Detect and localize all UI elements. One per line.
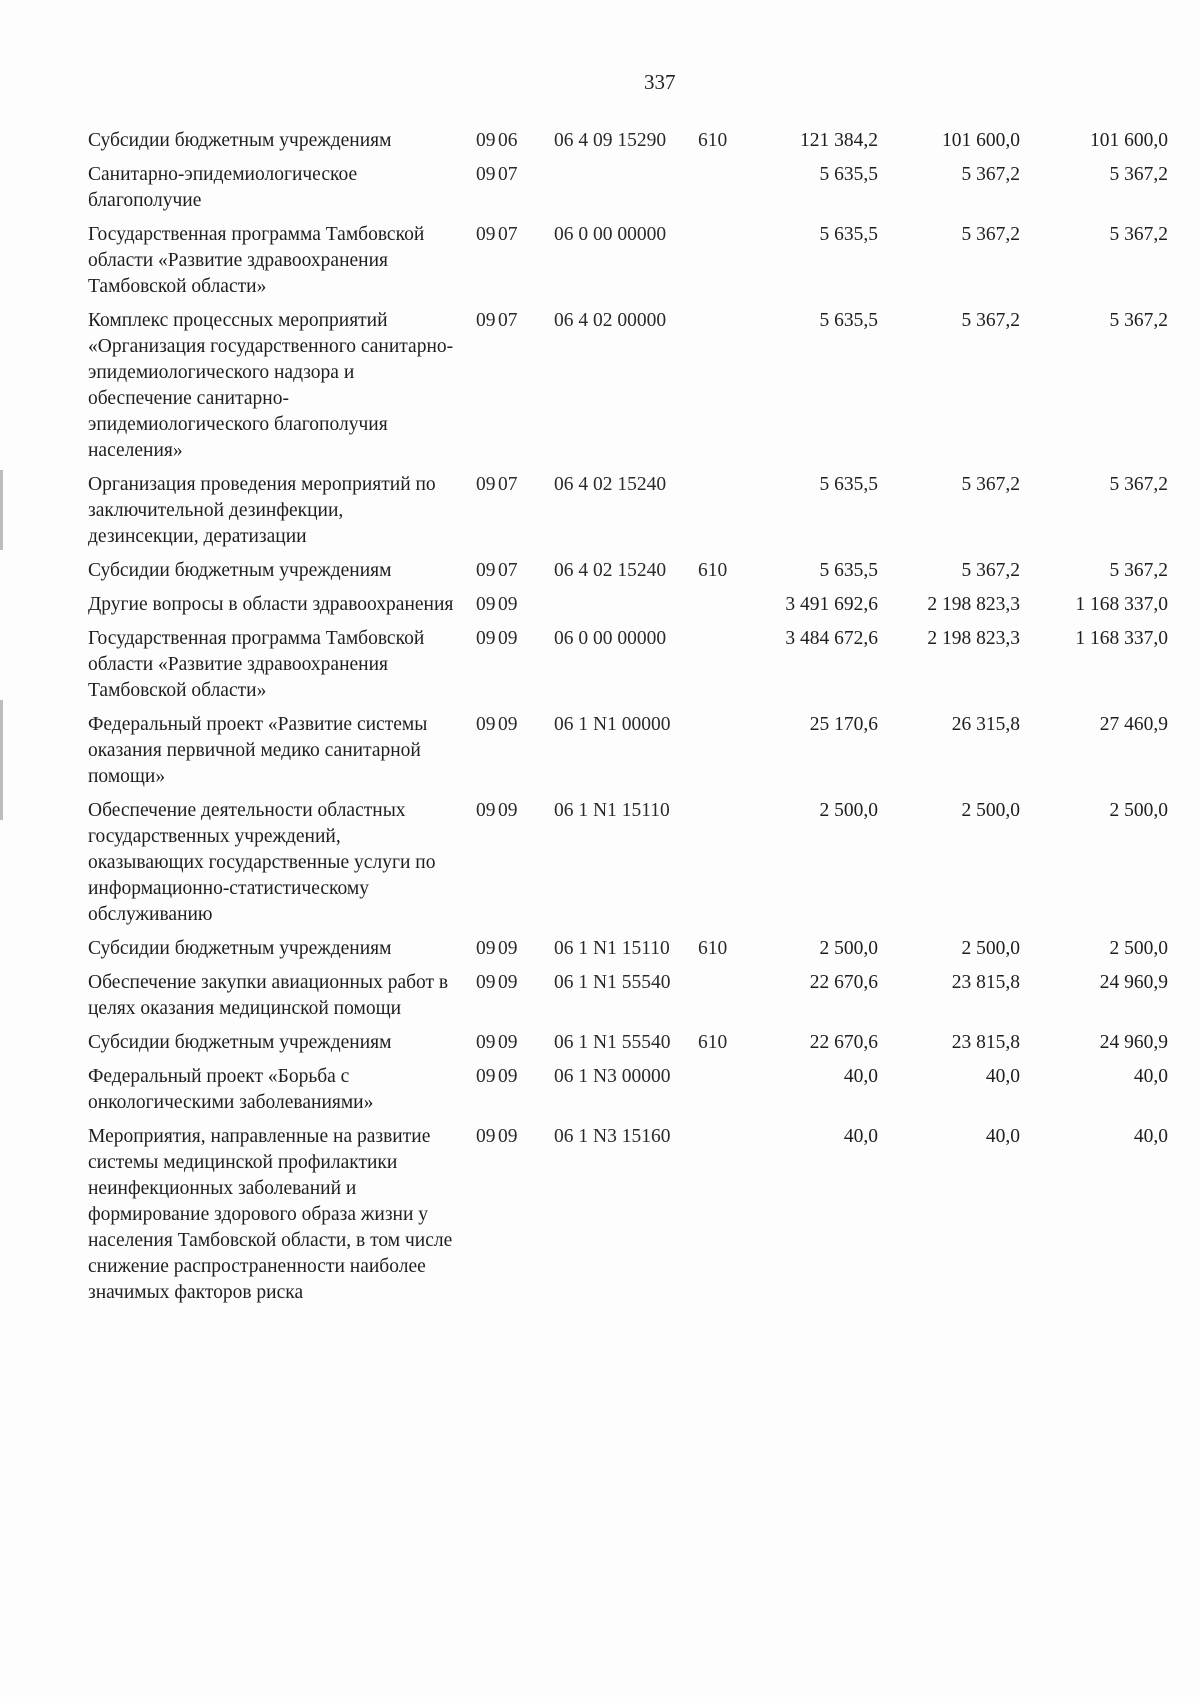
expense-type-code <box>680 798 730 936</box>
amount-year-2: 23 815,8 <box>951 972 1020 993</box>
amount-year-1: 3 484 672,6 <box>785 628 878 649</box>
amount-year-2: 101 600,0 <box>942 130 1020 151</box>
row-name: Субсидии бюджетным учреждениям <box>88 560 392 581</box>
amount-year-3: 40,0 <box>1133 1066 1168 1087</box>
section-code: 09 <box>476 938 496 959</box>
section-code: 09 <box>476 310 496 331</box>
section-code: 09 <box>476 224 496 245</box>
table-row <box>88 162 1168 222</box>
amount-year-2: 5 367,2 <box>961 224 1020 245</box>
section-code: 09 <box>476 714 496 735</box>
row-name: Обеспечение закупки авиационных работ в целях оказания медицинской помощи <box>88 972 449 1019</box>
amount-year-2: 5 367,2 <box>961 560 1020 581</box>
subsection-code: 06 <box>498 130 518 151</box>
subsection-code: 09 <box>498 594 518 615</box>
table-row <box>88 222 1168 308</box>
subsection-code: 09 <box>498 628 518 649</box>
amount-year-2: 5 367,2 <box>961 474 1020 495</box>
section-code: 09 <box>476 560 496 581</box>
subsection-code: 09 <box>498 1126 518 1147</box>
target-article-code: 06 1 N3 00000 <box>554 1066 671 1087</box>
subsection-code: 07 <box>498 224 518 245</box>
amount-year-1: 5 635,5 <box>819 224 878 245</box>
table-row <box>88 626 1168 712</box>
table-row <box>88 308 1168 472</box>
row-name: Организация проведения мероприятий по заключительной дезинфекции, дезинсекции, дератизации <box>88 474 436 547</box>
expense-type-code: 610 <box>698 560 728 581</box>
target-article-code <box>534 592 680 626</box>
subsection-code: 09 <box>498 972 518 993</box>
amount-year-1: 22 670,6 <box>809 1032 878 1053</box>
target-article-code: 06 1 N3 15160 <box>554 1126 671 1147</box>
table-row <box>88 798 1168 936</box>
target-article-code: 06 4 02 00000 <box>554 310 667 331</box>
subsection-code: 07 <box>498 310 518 331</box>
target-article-code: 06 4 09 15290 <box>554 130 667 151</box>
subsection-code: 07 <box>498 474 518 495</box>
amount-year-1: 5 635,5 <box>819 560 878 581</box>
amount-year-3: 101 600,0 <box>1090 130 1168 151</box>
amount-year-3: 2 500,0 <box>1109 800 1168 821</box>
amount-year-3: 24 960,9 <box>1099 1032 1168 1053</box>
amount-year-3: 5 367,2 <box>1109 224 1168 245</box>
subsection-code: 09 <box>498 714 518 735</box>
target-article-code <box>534 162 680 222</box>
row-name: Мероприятия, направленные на развитие системы медицинской профилактики неинфекционных заболеваний и формирование здорового образа жизни у населения Тамбовской области, в том числе снижение распространенности наиболее значимых факторов риска <box>88 1126 453 1303</box>
amount-year-1: 40,0 <box>843 1126 878 1147</box>
table-row <box>88 128 1168 162</box>
table-row <box>88 472 1168 558</box>
row-name: Субсидии бюджетным учреждениям <box>88 938 392 959</box>
expense-type-code: 610 <box>698 130 728 151</box>
amount-year-2: 26 315,8 <box>951 714 1020 735</box>
row-name: Другие вопросы в области здравоохранения <box>88 594 454 615</box>
expense-type-code <box>680 626 730 712</box>
expense-type-code: 610 <box>698 938 728 959</box>
table-row <box>88 592 1168 626</box>
subsection-code: 09 <box>498 1032 518 1053</box>
section-code: 09 <box>476 1126 496 1147</box>
amount-year-1: 121 384,2 <box>800 130 878 151</box>
target-article-code: 06 4 02 15240 <box>554 560 667 581</box>
row-name: Субсидии бюджетным учреждениям <box>88 130 392 151</box>
table-row <box>88 1030 1168 1064</box>
section-code: 09 <box>476 1032 496 1053</box>
subsection-code: 09 <box>498 800 518 821</box>
page-number: 337 <box>644 70 676 94</box>
amount-year-3: 2 500,0 <box>1109 938 1168 959</box>
target-article-code: 06 1 N1 55540 <box>554 1032 671 1053</box>
target-article-code: 06 4 02 15240 <box>554 474 667 495</box>
row-name: Обеспечение деятельности областных государственных учреждений, оказывающих государственные услуги по информационно-статистическому обслуживанию <box>88 800 436 925</box>
section-code: 09 <box>476 130 496 151</box>
subsection-code: 07 <box>498 164 518 185</box>
amount-year-2: 5 367,2 <box>961 310 1020 331</box>
budget-table <box>88 128 1168 1314</box>
table-row <box>88 1064 1168 1124</box>
amount-year-3: 27 460,9 <box>1099 714 1168 735</box>
target-article-code: 06 1 N1 55540 <box>554 972 671 993</box>
amount-year-1: 40,0 <box>843 1066 878 1087</box>
row-name: Государственная программа Тамбовской области «Развитие здравоохранения Тамбовской области» <box>88 628 425 701</box>
row-name: Субсидии бюджетным учреждениям <box>88 1032 392 1053</box>
section-code: 09 <box>476 594 496 615</box>
amount-year-3: 40,0 <box>1133 1126 1168 1147</box>
scan-artifact <box>0 470 3 550</box>
row-name: Государственная программа Тамбовской области «Развитие здравоохранения Тамбовской области» <box>88 224 425 297</box>
amount-year-2: 2 198 823,3 <box>927 594 1020 615</box>
amount-year-1: 2 500,0 <box>819 800 878 821</box>
row-name: Федеральный проект «Борьба с онкологическими заболеваниями» <box>88 1066 374 1113</box>
section-code: 09 <box>476 164 496 185</box>
section-code: 09 <box>476 474 496 495</box>
target-article-code: 06 0 00 00000 <box>554 628 667 649</box>
expense-type-code <box>680 592 730 626</box>
expense-type-code <box>680 222 730 308</box>
amount-year-3: 1 168 337,0 <box>1075 594 1168 615</box>
expense-type-code <box>680 308 730 472</box>
target-article-code: 06 1 N1 15110 <box>554 800 670 821</box>
amount-year-3: 5 367,2 <box>1109 474 1168 495</box>
table-row <box>88 712 1168 798</box>
target-article-code: 06 1 N1 15110 <box>554 938 670 959</box>
amount-year-3: 5 367,2 <box>1109 310 1168 331</box>
target-article-code: 06 1 N1 00000 <box>554 714 671 735</box>
row-name: Комплекс процессных мероприятий «Организация государственного санитарно-эпидемиологического надзора и обеспечение санитарно-эпидемиологического благополучия населения» <box>88 310 454 461</box>
expense-type-code: 610 <box>698 1032 728 1053</box>
amount-year-2: 2 500,0 <box>961 800 1020 821</box>
expense-type-code <box>680 472 730 558</box>
amount-year-1: 3 491 692,6 <box>785 594 878 615</box>
amount-year-3: 24 960,9 <box>1099 972 1168 993</box>
amount-year-1: 22 670,6 <box>809 972 878 993</box>
row-name: Санитарно-эпидемиологическое благополучие <box>88 164 358 211</box>
amount-year-2: 5 367,2 <box>961 164 1020 185</box>
amount-year-1: 25 170,6 <box>809 714 878 735</box>
table-row <box>88 1124 1168 1314</box>
amount-year-1: 5 635,5 <box>819 310 878 331</box>
expense-type-code <box>680 1124 730 1314</box>
section-code: 09 <box>476 628 496 649</box>
amount-year-1: 5 635,5 <box>819 164 878 185</box>
amount-year-3: 5 367,2 <box>1109 164 1168 185</box>
table-row <box>88 936 1168 970</box>
amount-year-1: 5 635,5 <box>819 474 878 495</box>
amount-year-3: 1 168 337,0 <box>1075 628 1168 649</box>
expense-type-code <box>680 970 730 1030</box>
amount-year-3: 5 367,2 <box>1109 560 1168 581</box>
table-body <box>88 128 1168 1314</box>
table-row <box>88 558 1168 592</box>
target-article-code: 06 0 00 00000 <box>554 224 667 245</box>
section-code: 09 <box>476 800 496 821</box>
expense-type-code <box>680 1064 730 1124</box>
amount-year-2: 2 198 823,3 <box>927 628 1020 649</box>
scan-artifact <box>0 700 3 820</box>
row-name: Федеральный проект «Развитие системы оказания первичной медико санитарной помощи» <box>88 714 428 787</box>
amount-year-2: 23 815,8 <box>951 1032 1020 1053</box>
subsection-code: 09 <box>498 1066 518 1087</box>
amount-year-2: 2 500,0 <box>961 938 1020 959</box>
amount-year-2: 40,0 <box>985 1066 1020 1087</box>
amount-year-2: 40,0 <box>985 1126 1020 1147</box>
section-code: 09 <box>476 972 496 993</box>
amount-year-1: 2 500,0 <box>819 938 878 959</box>
subsection-code: 09 <box>498 938 518 959</box>
expense-type-code <box>680 712 730 798</box>
table-row <box>88 970 1168 1030</box>
subsection-code: 07 <box>498 560 518 581</box>
section-code: 09 <box>476 1066 496 1087</box>
expense-type-code <box>680 162 730 222</box>
